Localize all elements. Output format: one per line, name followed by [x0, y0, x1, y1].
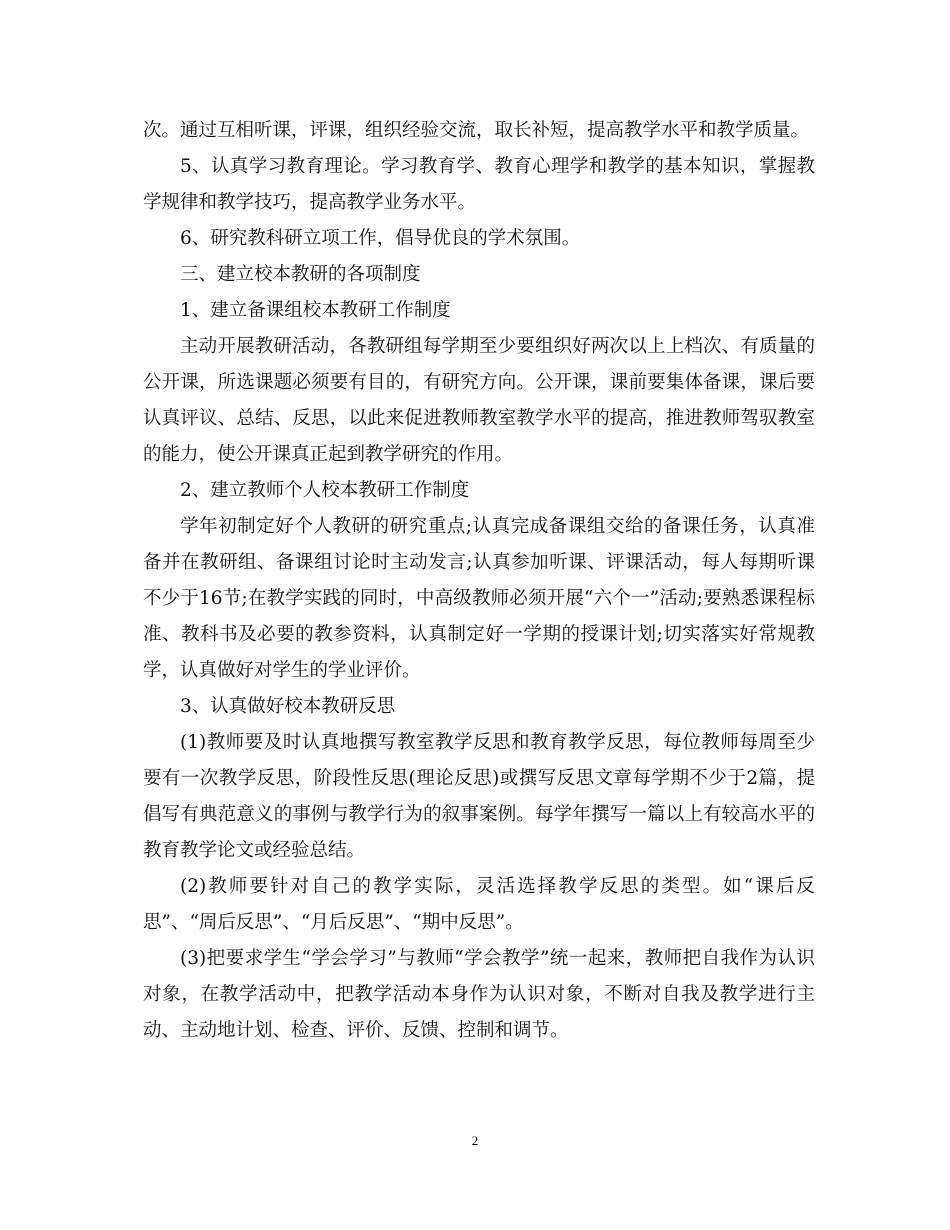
page-number: 2 [471, 1133, 479, 1148]
paragraph-continuation: 次。通过互相听课，评课，组织经验交流，取长补短，提高教学水平和教学质量。 [143, 120, 810, 141]
document-body [143, 113, 815, 1049]
subheading-1: 1、建立备课组校本教研工作制度 [180, 300, 451, 321]
paragraph-lesson-prep: 主动开展教研活动，各教研组每学期至少要组织好两次以上上档次、有质量的公开课，所选课题必须要有目的，有研究方向。公开课，课前要集体备课，课后要认真评议、总结、反思，以此来促进教师教室教学水平的提高，推进教师驾驭教室的能力，使公开课真正起到教学研究的作用。 [143, 336, 815, 465]
paragraph-reflection-2: (2)教师要针对自己的教学实际，灵活选择教学反思的类型。如“课后反思”、“周后反思”、“月后反思”、“期中反思”。 [143, 876, 815, 933]
subheading-2: 2、建立教师个人校本教研工作制度 [180, 480, 470, 501]
paragraph-item-6: 6、研究教科研立项工作，倡导优良的学术氛围。 [180, 228, 581, 249]
paragraph-personal-research: 学年初制定好个人教研的研究重点;认真完成备课组交给的备课任务，认真准备并在教研组、备课组讨论时主动发言;认真参加听课、评课活动，每人每期听课不少于16节;在教学实践的同时，中高级教师必须开展“六个一”活动;要熟悉课程标准、教科书及必要的教参资料，认真制定好一学期的授课计划;切实落实好常规教学，认真做好对学生的学业评价。 [143, 516, 815, 681]
subheading-3: 3、认真做好校本教研反思 [180, 696, 396, 717]
paragraph-item-5: 5、认真学习教育理论。学习教育学、教育心理学和教学的基本知识，掌握教学规律和教学技巧，提高教学业务水平。 [143, 156, 815, 213]
paragraph-reflection-1: (1)教师要及时认真地撰写教室教学反思和教育教学反思，每位教师每周至少要有一次教学反思，阶段性反思(理论反思)或撰写反思文章每学期不少于2篇，提倡写有典范意义的事例与教学行为的叙事案例。每学年撰写一篇以上有较高水平的教育教学论文或经验总结。 [143, 732, 815, 861]
section-heading-3: 三、建立校本教研的各项制度 [180, 264, 421, 285]
paragraph-reflection-3: (3)把要求学生“学会学习”与教师“学会教学”统一起来，教师把自我作为认识对象，在教学活动中，把教学活动本身作为认识对象，不断对自我及教学进行主动、主动地计划、检查、评价、反馈、控制和调节。 [143, 948, 815, 1041]
